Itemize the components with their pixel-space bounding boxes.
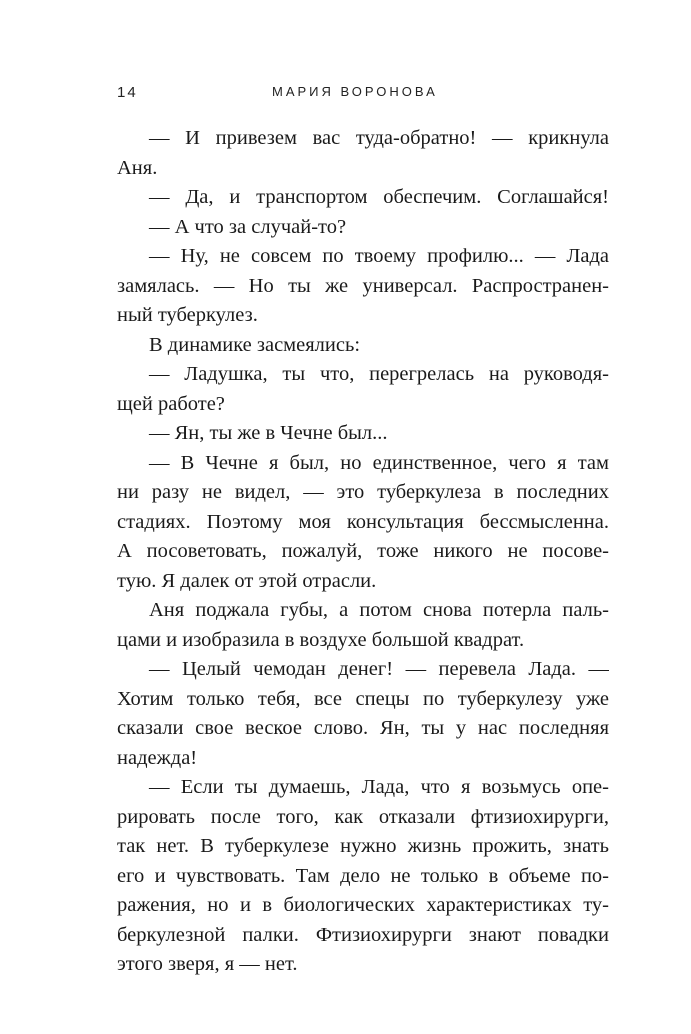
text-line: — Ян, ты же в Чечне был... <box>149 422 388 444</box>
text-line: — И привезем вас туда-обратно! — крикнула <box>149 127 609 149</box>
page-number: 14 <box>117 84 138 101</box>
text-line: — Да, и транспортом обеспечим. Соглашайся! <box>149 186 609 208</box>
text-line: рировать после того, как отказали фтизиохирурги, <box>117 805 609 828</box>
text-line: беркулезной палки. Фтизиохирурги знают повадки <box>117 923 609 946</box>
text-line: — Если ты думаешь, Лада, что я возьмусь опе- <box>149 776 609 798</box>
body-text <box>117 124 609 980</box>
text-line: так нет. В туберкулезе нужно жизнь прожить, знать <box>117 835 609 857</box>
text-line: — А что за случай-то? <box>149 215 347 238</box>
text-line: В динамике засмеялись: <box>149 333 361 356</box>
text-line: замялась. — Но ты же универсал. Распространен- <box>117 274 609 297</box>
text-line: — В Чечне я был, но единственное, чего я там <box>149 451 609 474</box>
text-line: — Целый чемодан денег! — перевела Лада. — <box>149 658 609 680</box>
text-line: — Ну, не совсем по твоему профилю... — Лада <box>149 245 609 267</box>
text-line: Аня. <box>117 156 158 179</box>
text-line: ный туберкулез. <box>117 304 258 326</box>
page-header <box>117 84 609 108</box>
text-line: — Ладушка, ты что, перегрелась на руководя- <box>149 363 609 385</box>
text-line: сказали свое веское слово. Ян, ты у нас последняя <box>117 717 609 739</box>
text-line: тую. Я далек от этой отрасли. <box>117 569 377 592</box>
text-line: ражения, но и в биологических характеристиках ту- <box>117 894 609 916</box>
text-line: ни разу не видел, — это туберкулеза в последних <box>117 481 609 503</box>
text-line: щей работе? <box>117 392 225 415</box>
text-line: Аня поджала губы, а потом снова потерла паль- <box>149 599 609 621</box>
text-line: цами и изобразила в воздухе большой квадрат. <box>117 628 525 651</box>
text-line: А посоветовать, пожалуй, тоже никого не посове- <box>117 540 609 562</box>
text-line: Хотим только тебя, все спецы по туберкулезу уже <box>117 687 609 710</box>
text-line: его и чувствовать. Там дело не только в объеме по- <box>117 864 609 887</box>
text-line: этого зверя, я — нет. <box>117 953 298 975</box>
text-line: стадиях. Поэтому моя консультация бессмысленна. <box>117 510 609 533</box>
running-title-author: МАРИЯ ВОРОНОВА <box>272 84 438 99</box>
text-line: надежда! <box>117 746 198 769</box>
